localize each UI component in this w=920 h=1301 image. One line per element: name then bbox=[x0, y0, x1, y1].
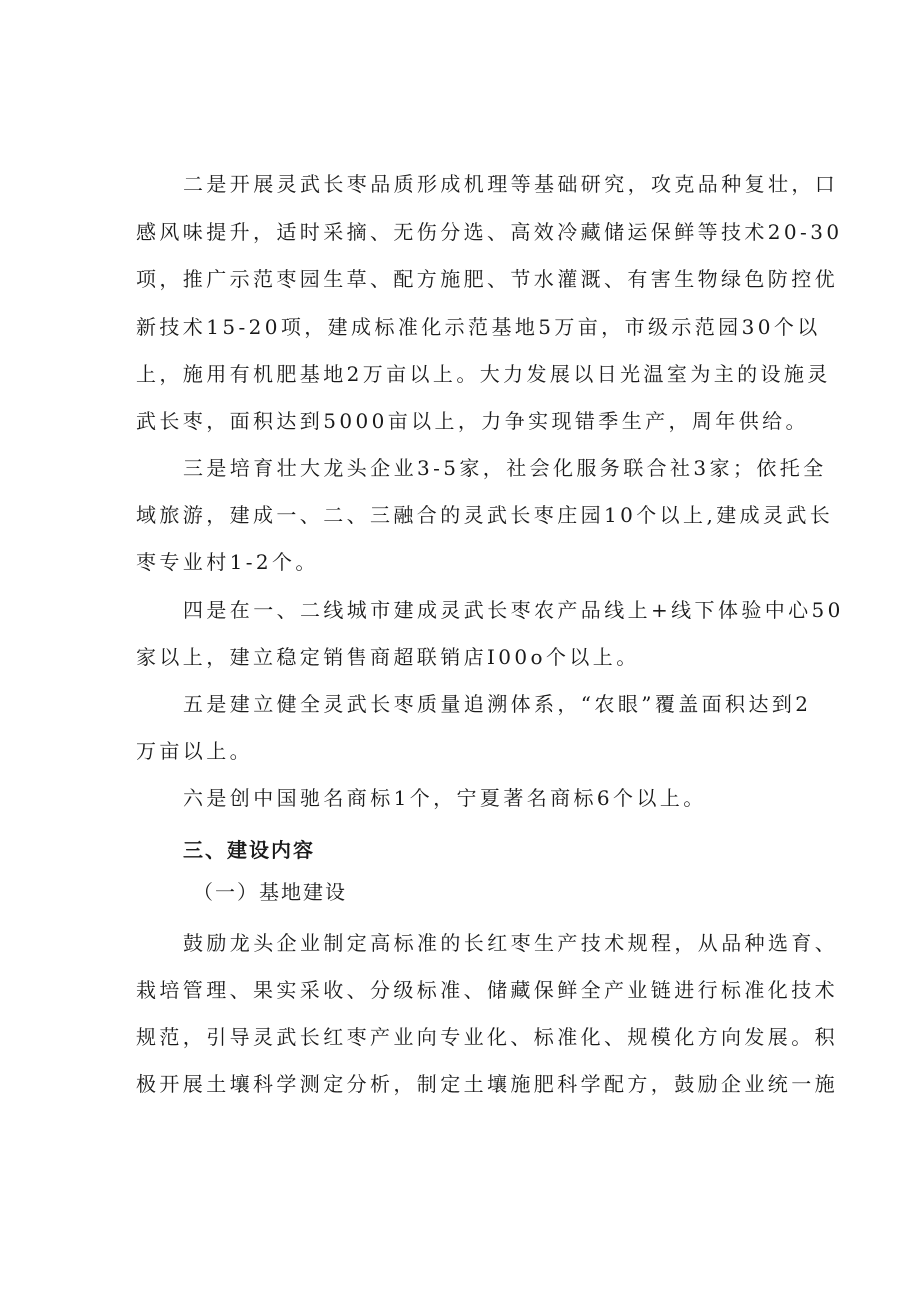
body-paragraph-line-2: 栽培管理、果实采收、分级标准、储藏保鲜全产业链进行标准化技术 bbox=[136, 978, 838, 1002]
paragraph-4-line-1: 四是在一、二线城市建成灵武长枣农产品线上+线下体验中心50 bbox=[183, 598, 844, 622]
paragraph-2-line-3: 项，推广示范枣园生草、配方施肥、节水灌溉、有害生物绿色防控优 bbox=[136, 267, 838, 291]
paragraph-5-line-1: 五是建立健全灵武长枣质量追溯体系，“农眼”覆盖面积达到2 bbox=[183, 692, 812, 716]
body-paragraph-line-1: 鼓励龙头企业制定高标准的长红枣生产技术规程，从品种选育、 bbox=[183, 931, 839, 955]
paragraph-2-line-2: 感风味提升，适时采摘、无伤分选、高效冷藏储运保鲜等技术20-30 bbox=[136, 220, 843, 244]
paragraph-3-line-3: 枣专业村1-2个。 bbox=[136, 550, 319, 574]
paragraph-4-line-2: 家以上，建立稳定销售商超联销店I00o个以上。 bbox=[136, 645, 640, 669]
body-paragraph-line-3: 规范，引导灵武长红枣产业向专业化、标准化、规模化方向发展。积 bbox=[136, 1025, 838, 1049]
paragraph-3-line-2: 域旅游，建成一、二、三融合的灵武长枣庄园10个以上,建成灵武长 bbox=[136, 503, 834, 527]
paragraph-2-line-6: 武长枣，面积达到5000亩以上，力争实现错季生产，周年供给。 bbox=[136, 409, 809, 433]
paragraph-3-line-1: 三是培育壮大龙头企业3-5家，社会化服务联合社3家；依托全 bbox=[183, 456, 827, 480]
body-paragraph-line-4: 极开展土壤科学测定分析，制定土壤施肥科学配方，鼓励企业统一施 bbox=[136, 1072, 838, 1096]
section-heading: 三、建设内容 bbox=[183, 838, 315, 862]
paragraph-6-line-1: 六是创中国驰名商标1个，宁夏著名商标6个以上。 bbox=[183, 786, 707, 810]
subsection-heading: （一）基地建设 bbox=[193, 880, 347, 904]
paragraph-2-line-4: 新技术15-20项，建成标准化示范基地5万亩，市级示范园30个以 bbox=[136, 315, 821, 339]
paragraph-2-line-5: 上，施用有机肥基地2万亩以上。大力发展以日光温室为主的设施灵 bbox=[136, 362, 831, 386]
paragraph-2-line-1: 二是开展灵武长枣品质形成机理等基础研究，攻克品种复壮，口 bbox=[183, 172, 839, 196]
paragraph-5-line-2: 万亩以上。 bbox=[136, 739, 253, 763]
